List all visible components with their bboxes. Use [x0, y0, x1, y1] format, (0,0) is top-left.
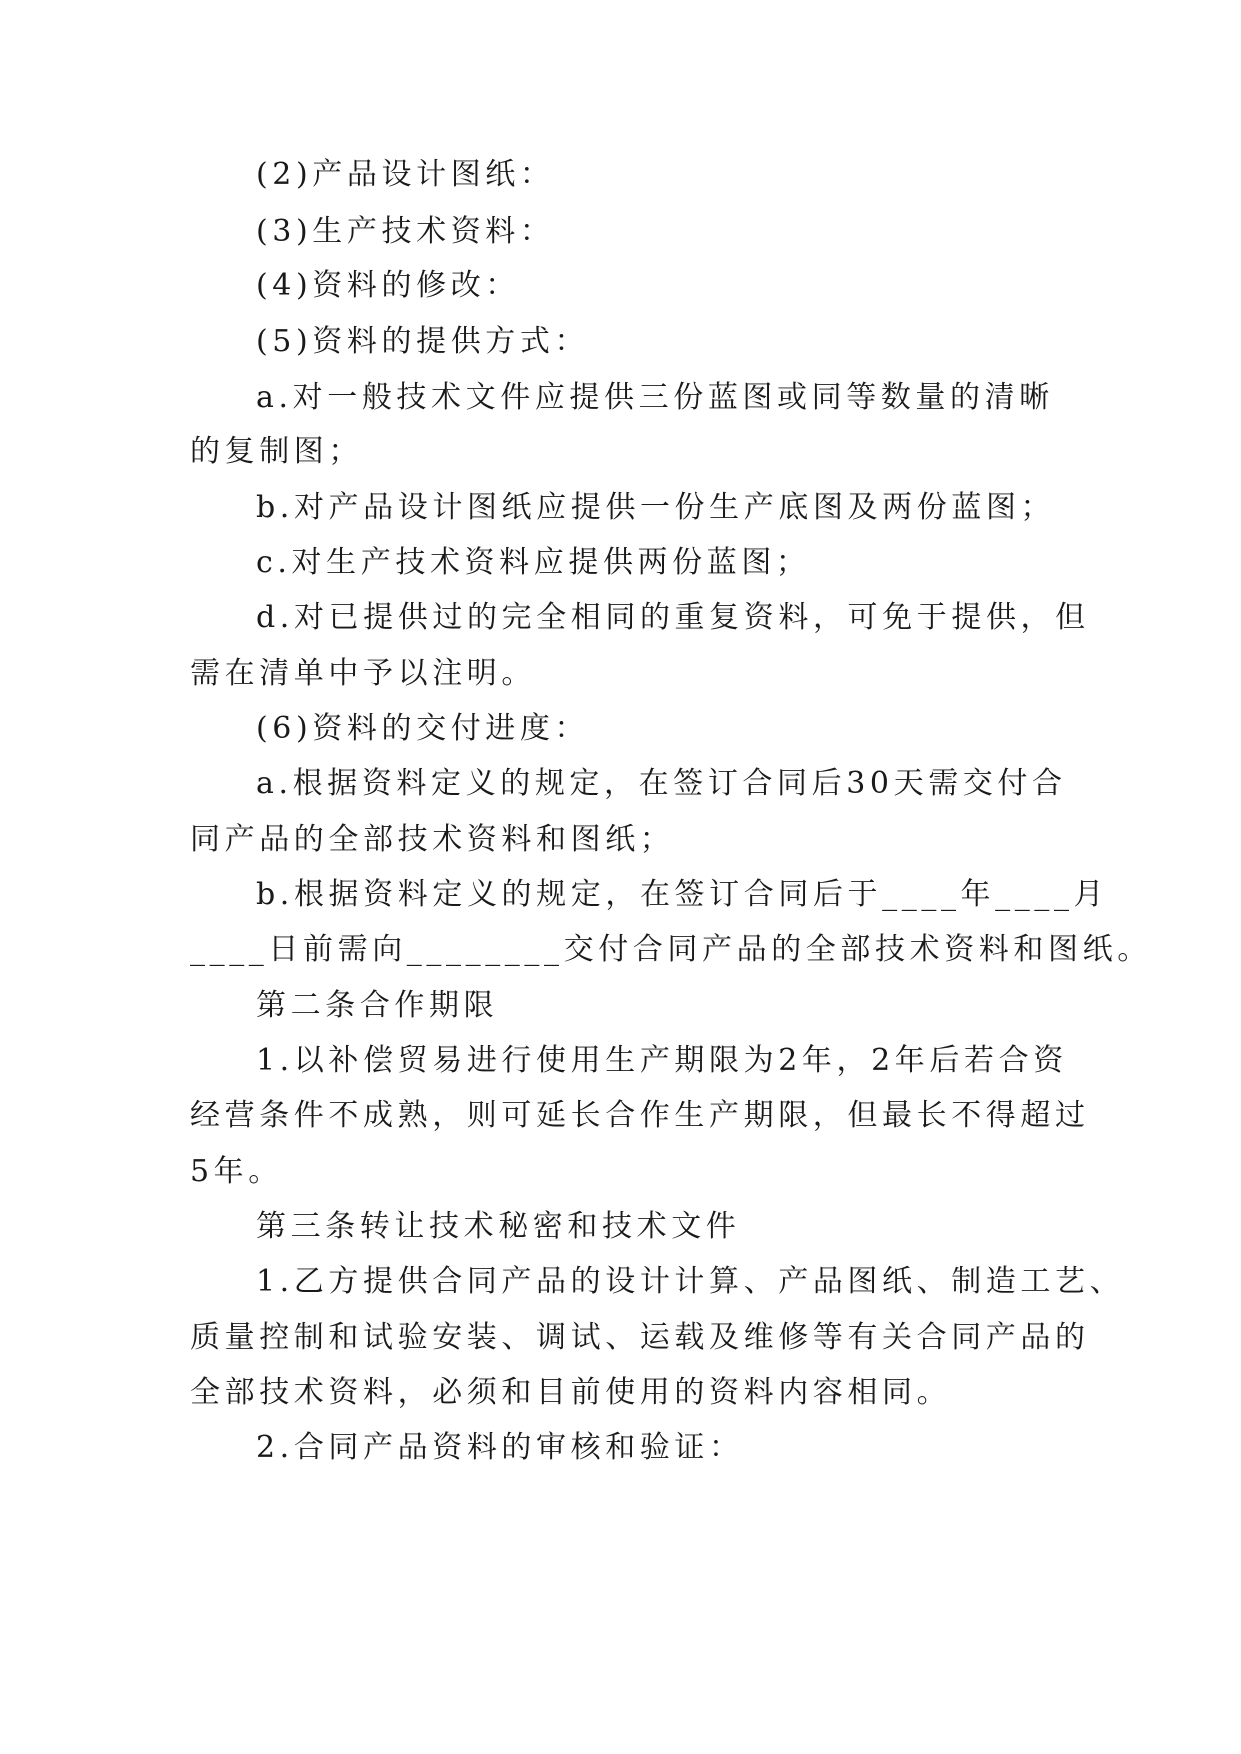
- text-line: ____日前需向________交付合同产品的全部技术资料和图纸。: [190, 932, 1152, 967]
- text-line: (6)资料的交付进度：: [256, 711, 590, 746]
- text-line: 5年。: [190, 1154, 283, 1189]
- text-line: a.对一般技术文件应提供三份蓝图或同等数量的清晰: [256, 380, 1054, 415]
- text-line: b.对产品设计图纸应提供一份生产底图及两份蓝图；: [256, 490, 1056, 525]
- text-line: 第三条转让技术秘密和技术文件: [256, 1209, 741, 1244]
- text-line: 需在清单中予以注明。: [190, 656, 536, 691]
- text-line: 经营条件不成熟，则可延长合作生产期限，但最长不得超过: [190, 1098, 1090, 1133]
- text-line: 的复制图；: [190, 434, 363, 469]
- text-line: (4)资料的修改：: [256, 268, 520, 303]
- text-line: d.对已提供过的完全相同的重复资料，可免于提供，但: [256, 600, 1090, 635]
- text-line: 同产品的全部技术资料和图纸；: [190, 822, 675, 857]
- text-line: 质量控制和试验安装、调试、运载及维修等有关合同产品的: [190, 1320, 1090, 1355]
- text-line: (2)产品设计图纸：: [256, 157, 555, 192]
- text-line: 第二条合作期限: [256, 988, 499, 1023]
- text-line: a.根据资料定义的规定，在签订合同后30天需交付合: [256, 766, 1067, 801]
- text-line: 1.以补偿贸易进行使用生产期限为2年，2年后若合资: [256, 1043, 1068, 1078]
- text-line: c.对生产技术资料应提供两份蓝图；: [256, 545, 811, 580]
- text-line: 2.合同产品资料的审核和验证：: [256, 1430, 744, 1465]
- text-line: 全部技术资料，必须和目前使用的资料内容相同。: [190, 1375, 952, 1410]
- text-line: (5)资料的提供方式：: [256, 324, 590, 359]
- text-line: b.根据资料定义的规定，在签订合同后于____年____月: [256, 877, 1109, 912]
- text-line: 1.乙方提供合同产品的设计计算、产品图纸、制造工艺、: [256, 1264, 1125, 1299]
- text-line: (3)生产技术资料：: [256, 214, 555, 249]
